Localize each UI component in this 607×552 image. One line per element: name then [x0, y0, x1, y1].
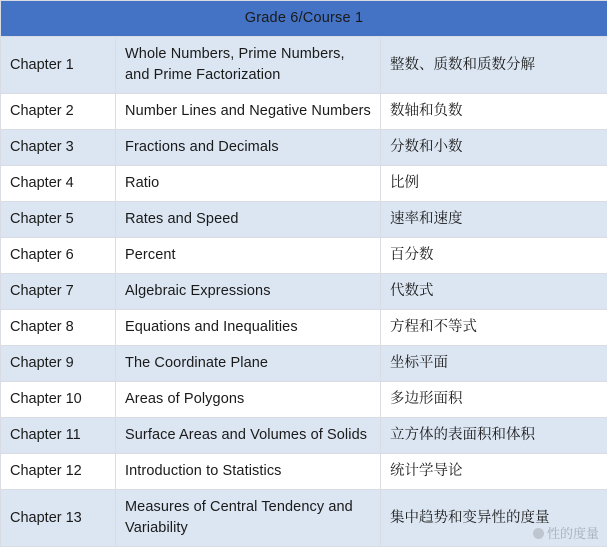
chapter-title-en: Areas of Polygons	[116, 382, 381, 418]
chapter-label: Chapter 6	[1, 238, 116, 274]
chapter-title-en: Percent	[116, 238, 381, 274]
table-row	[1, 346, 607, 382]
chapter-title-en: Number Lines and Negative Numbers	[116, 94, 381, 130]
chapter-label: Chapter 5	[1, 202, 116, 238]
chapter-title-zh: 数轴和负数	[381, 94, 607, 130]
chapter-label: Chapter 8	[1, 310, 116, 346]
chapter-title-zh: 比例	[381, 166, 607, 202]
chapter-title-en: Measures of Central Tendency and Variability	[116, 490, 381, 547]
chapter-title-en: Introduction to Statistics	[116, 454, 381, 490]
table-row	[1, 166, 607, 202]
chapter-title-zh: 百分数	[381, 238, 607, 274]
chapter-title-zh: 立方体的表面积和体积	[381, 418, 607, 454]
chapter-label: Chapter 7	[1, 274, 116, 310]
chapter-label: Chapter 11	[1, 418, 116, 454]
chapter-title-zh: 分数和小数	[381, 130, 607, 166]
table-row	[1, 37, 607, 94]
chapter-title-en: Fractions and Decimals	[116, 130, 381, 166]
chapter-title-en: The Coordinate Plane	[116, 346, 381, 382]
chapter-label: Chapter 9	[1, 346, 116, 382]
chapter-title-en: Equations and Inequalities	[116, 310, 381, 346]
watermark-text: 性的度量	[546, 527, 599, 542]
page-title: Grade 6/Course 1	[1, 1, 607, 37]
chapter-title-zh: 方程和不等式	[381, 310, 607, 346]
chapter-title-zh: 代数式	[381, 274, 607, 310]
table-row	[1, 310, 607, 346]
table-row	[1, 382, 607, 418]
chapter-label: Chapter 4	[1, 166, 116, 202]
chapter-title-zh: 统计学导论	[381, 454, 607, 490]
table-row	[1, 202, 607, 238]
table-row	[1, 130, 607, 166]
table-row	[1, 94, 607, 130]
chapter-title-en: Ratio	[116, 166, 381, 202]
chapter-label: Chapter 13	[1, 490, 116, 547]
table-row	[1, 274, 607, 310]
table-row	[1, 418, 607, 454]
chapter-title-zh: 速率和速度	[381, 202, 607, 238]
chapter-title-zh: 整数、质数和质数分解	[381, 37, 607, 94]
chapter-title-en: Whole Numbers, Prime Numbers, and Prime Factorization	[116, 37, 381, 94]
chapter-label: Chapter 1	[1, 37, 116, 94]
chapter-title-zh: 多边形面积	[381, 382, 607, 418]
chapter-title-en: Algebraic Expressions	[116, 274, 381, 310]
chapter-title-en: Surface Areas and Volumes of Solids	[116, 418, 381, 454]
table-title-row	[1, 1, 607, 37]
table-body	[1, 1, 607, 547]
chapter-title-zh: 坐标平面	[381, 346, 607, 382]
chapter-label: Chapter 10	[1, 382, 116, 418]
table-row	[1, 490, 607, 547]
chapter-title-zh: 集中趋势和变异性的度量	[381, 490, 607, 547]
chapter-label: Chapter 2	[1, 94, 116, 130]
table-row	[1, 238, 607, 274]
chapter-label: Chapter 3	[1, 130, 116, 166]
chapter-title-en: Rates and Speed	[116, 202, 381, 238]
chapter-label: Chapter 12	[1, 454, 116, 490]
table-row	[1, 454, 607, 490]
